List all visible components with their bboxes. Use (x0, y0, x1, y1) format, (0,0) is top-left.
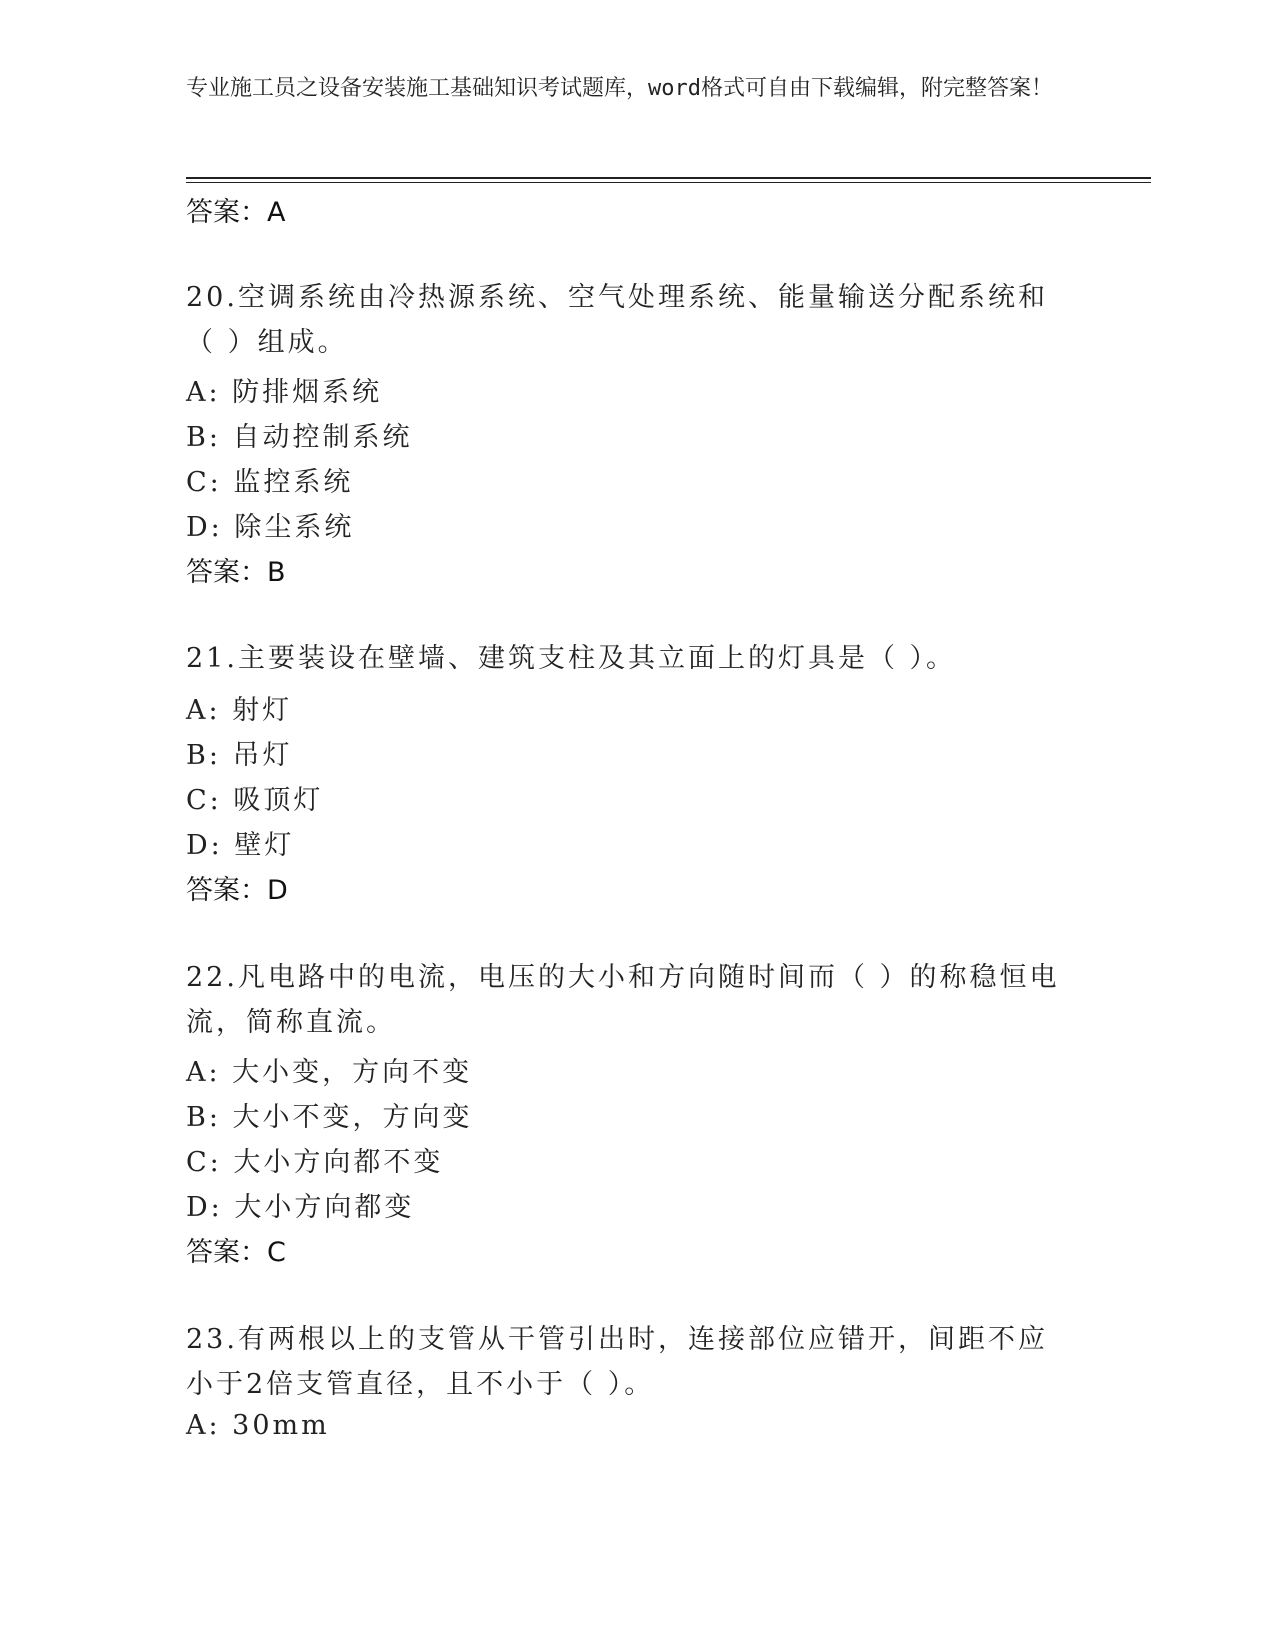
answer-19: 答案：A (186, 197, 286, 228)
question-21-option-d: D: 壁灯 (186, 830, 295, 861)
answer-21: 答案：D (186, 875, 288, 906)
question-20-option-d: D: 除尘系统 (186, 512, 355, 543)
header-rule-thick (186, 177, 1151, 179)
question-21-stem: 21.主要装设在壁墙、建筑支柱及其立面上的灯具是（ ）。 (186, 643, 957, 674)
question-22-option-d: D: 大小方向都变 (186, 1192, 415, 1223)
question-22-stem: 22.凡电路中的电流，电压的大小和方向随时间而（ ）的称稳恒电流，简称直流。 (186, 962, 1060, 1038)
question-21-option-a: A: 射灯 (186, 695, 293, 726)
question-20-option-b: B: 自动控制系统 (186, 422, 413, 453)
document-header: 专业施工员之设备安装施工基础知识考试题库，word格式可自由下载编辑，附完整答案！ (186, 76, 1053, 101)
question-21-option-c: C: 吸顶灯 (186, 785, 324, 816)
question-23-option-a: A: 30mm (186, 1410, 330, 1441)
answer-22: 答案：C (186, 1237, 286, 1268)
question-23-stem: 23.有两根以上的支管从干管引出时，连接部位应错开，间距不应小于2倍支管直径，且不小于（ ）。 (186, 1324, 1048, 1400)
question-22-option-c: C: 大小方向都不变 (186, 1147, 444, 1178)
question-20-option-c: C: 监控系统 (186, 467, 354, 498)
question-22-option-b: B: 大小不变，方向变 (186, 1102, 473, 1133)
question-20-stem: 20.空调系统由冷热源系统、空气处理系统、能量输送分配系统和（ ）组成。 (186, 282, 1048, 358)
question-22-option-a: A: 大小变，方向不变 (186, 1057, 473, 1088)
header-rule-thin (186, 182, 1151, 183)
question-20-option-a: A: 防排烟系统 (186, 377, 383, 408)
question-21-option-b: B: 吊灯 (186, 740, 293, 771)
answer-20: 答案：B (186, 557, 286, 588)
